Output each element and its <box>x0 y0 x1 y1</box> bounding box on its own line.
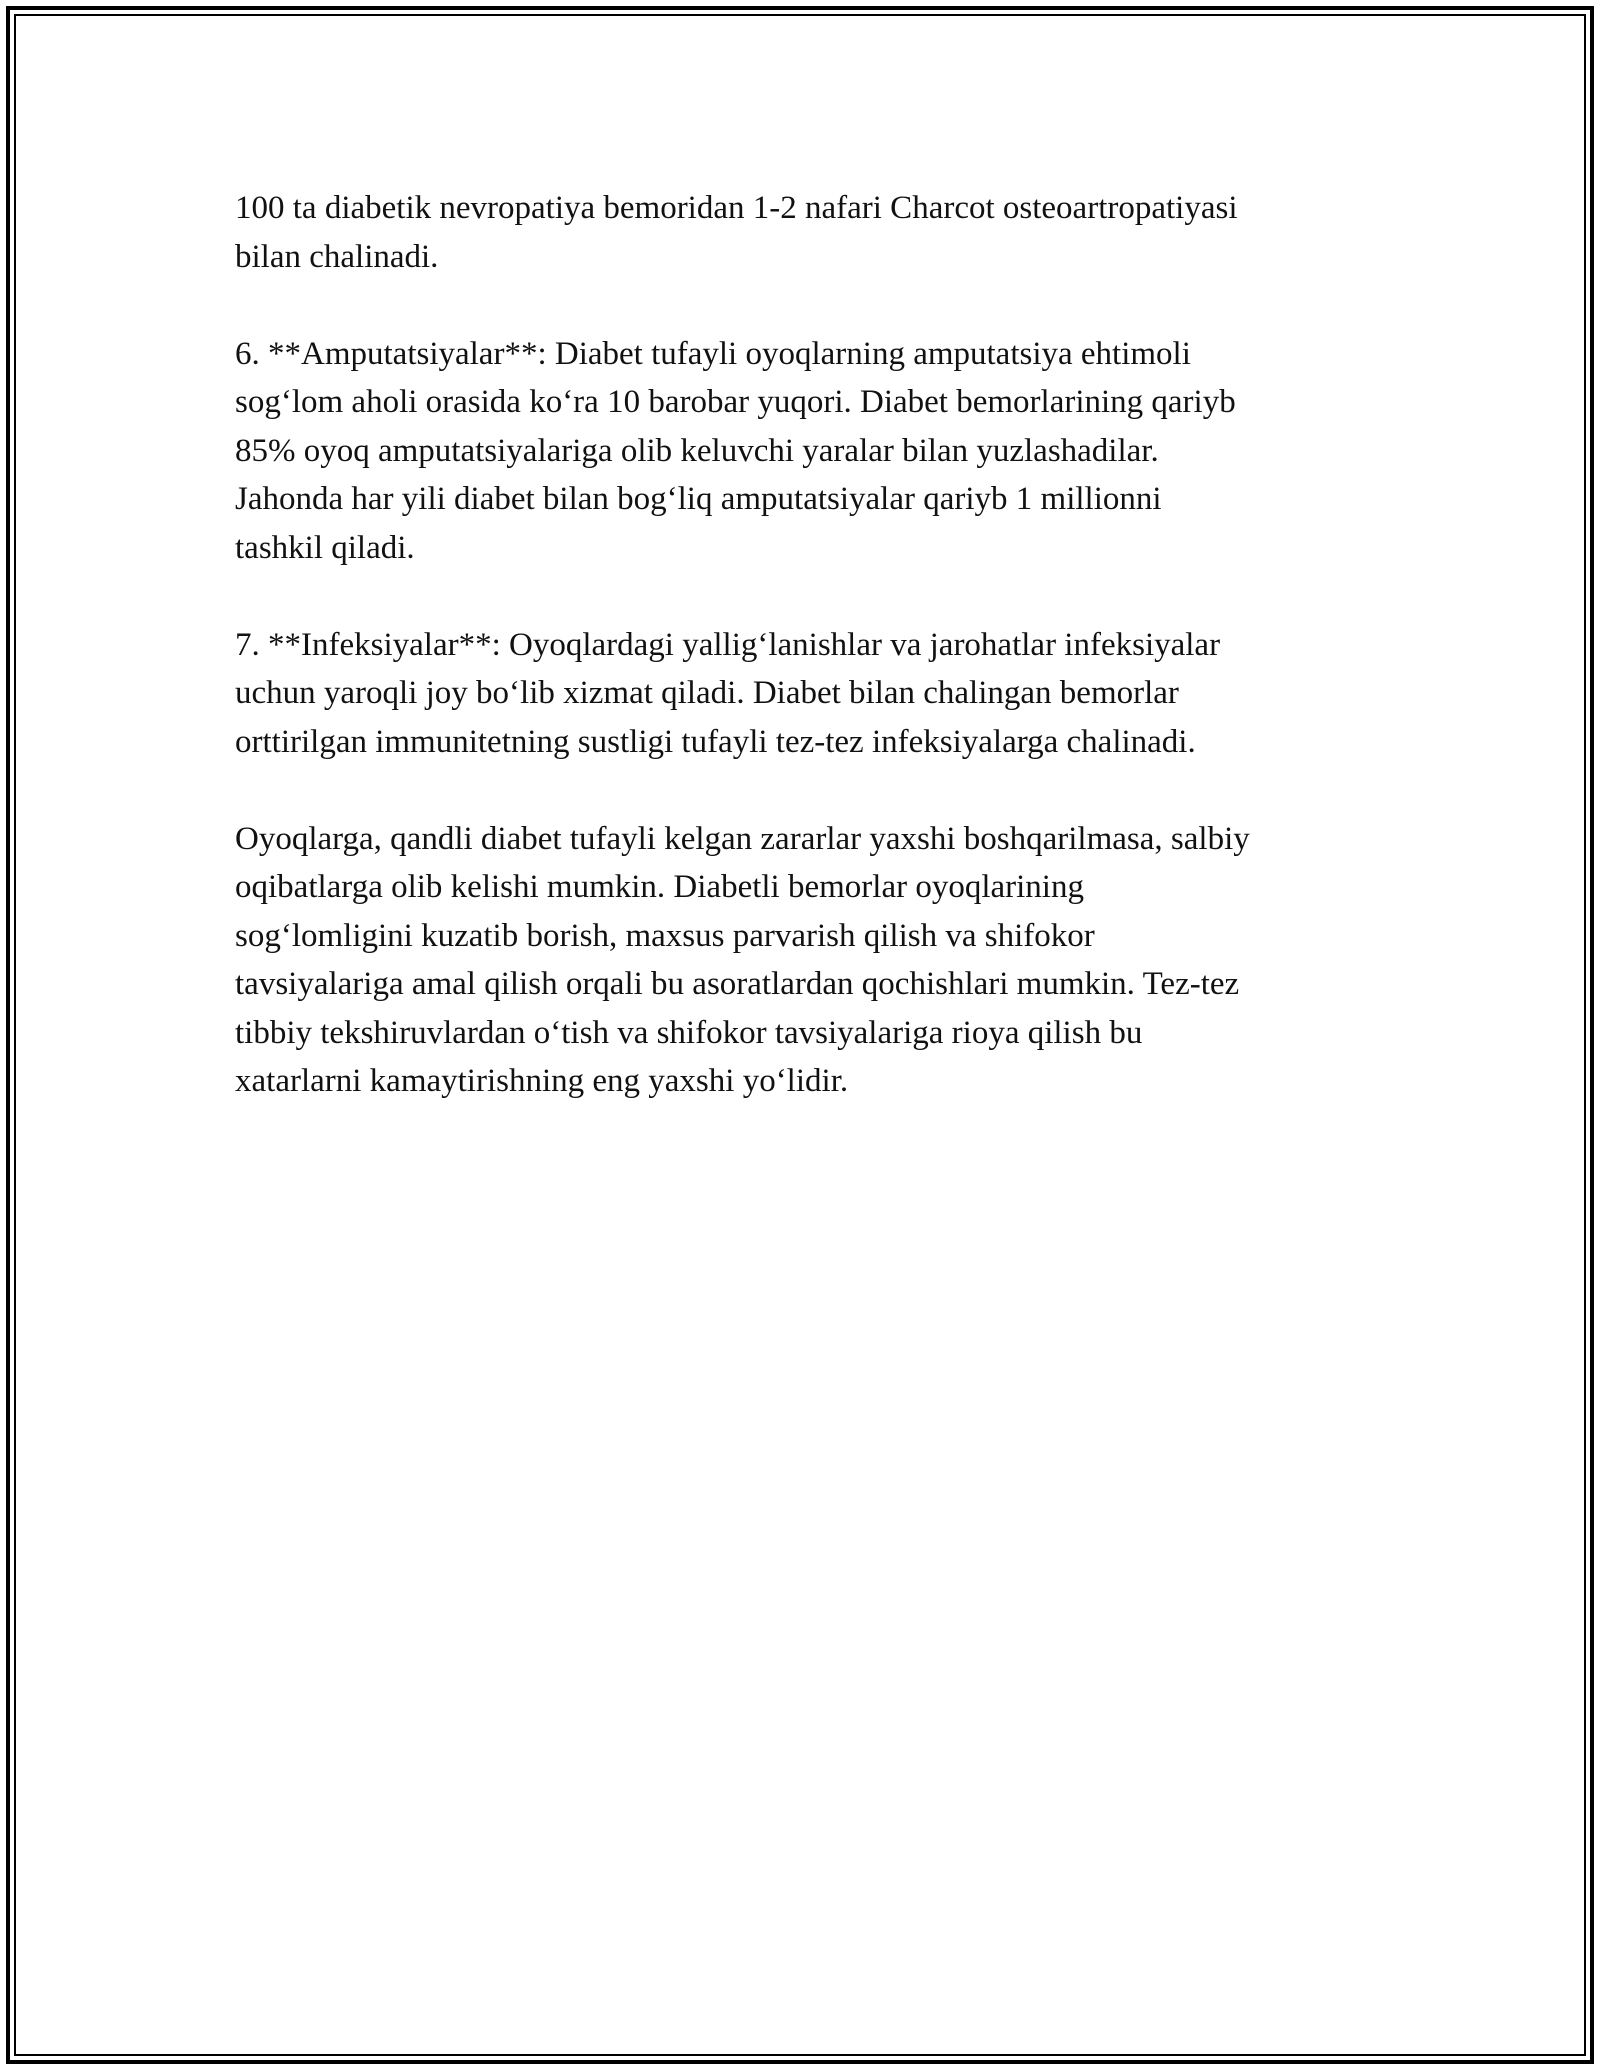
text-line: tibbiy tekshiruvlardan o‘tish va shifokor tavsiyalariga rioya qilish bu <box>235 1014 1143 1051</box>
text-line: 7. **Infeksiyalar**: Oyoqlardagi yallig‘lanishlar va jarohatlar infeksiyalar <box>235 626 1221 663</box>
text-line: tavsiyalariga amal qilish orqali bu asoratlardan qochishlari mumkin. Tez-tez <box>235 966 1240 1002</box>
text-line: orttirilgan immunitetning sustligi tufayli tez-tez infeksiyalarga chalinadi. <box>235 723 1196 760</box>
text-line: 100 ta diabetik nevropatiya bemoridan 1-2 nafari Charcot osteoartropatiyasi <box>235 190 1238 226</box>
text-line: tashkil qiladi. <box>235 529 415 566</box>
text-line: xatarlarni kamaytirishning eng yaxshi yo‘lidir. <box>235 1063 849 1099</box>
text-line: bilan chalinadi. <box>235 238 439 275</box>
text-line: uchun yaroqli joy bo‘lib xizmat qiladi. Diabet bilan chalingan bemorlar <box>235 675 1179 711</box>
text-line: Jahonda har yili diabet bilan bog‘liq amputatsiyalar qariyb 1 millionni <box>235 481 1162 517</box>
text-line: oqibatlarga olib kelishi mumkin. Diabetli bemorlar oyoqlarining <box>235 869 1084 905</box>
text-line: Oyoqlarga, qandli diabet tufayli kelgan zararlar yaxshi boshqarilmasa, salbiy <box>235 820 1250 857</box>
text-line: 85% oyoq amputatsiyalariga olib keluvchi yaralar bilan yuzlashadilar. <box>235 432 1159 469</box>
paragraph-conclusion <box>235 815 1385 1106</box>
text-line: sog‘lomligini kuzatib borish, maxsus parvarish qilish va shifokor <box>235 917 1095 954</box>
document-body <box>235 184 1385 1154</box>
paragraph-amputations <box>235 330 1385 573</box>
paragraph-infections <box>235 621 1385 767</box>
text-line: 6. **Amputatsiyalar**: Diabet tufayli oyoqlarning amputatsiya ehtimoli <box>235 335 1191 372</box>
paragraph-charcot <box>235 184 1385 281</box>
text-line: sog‘lom aholi orasida ko‘ra 10 barobar yuqori. Diabet bemorlarining qariyb <box>235 384 1236 420</box>
